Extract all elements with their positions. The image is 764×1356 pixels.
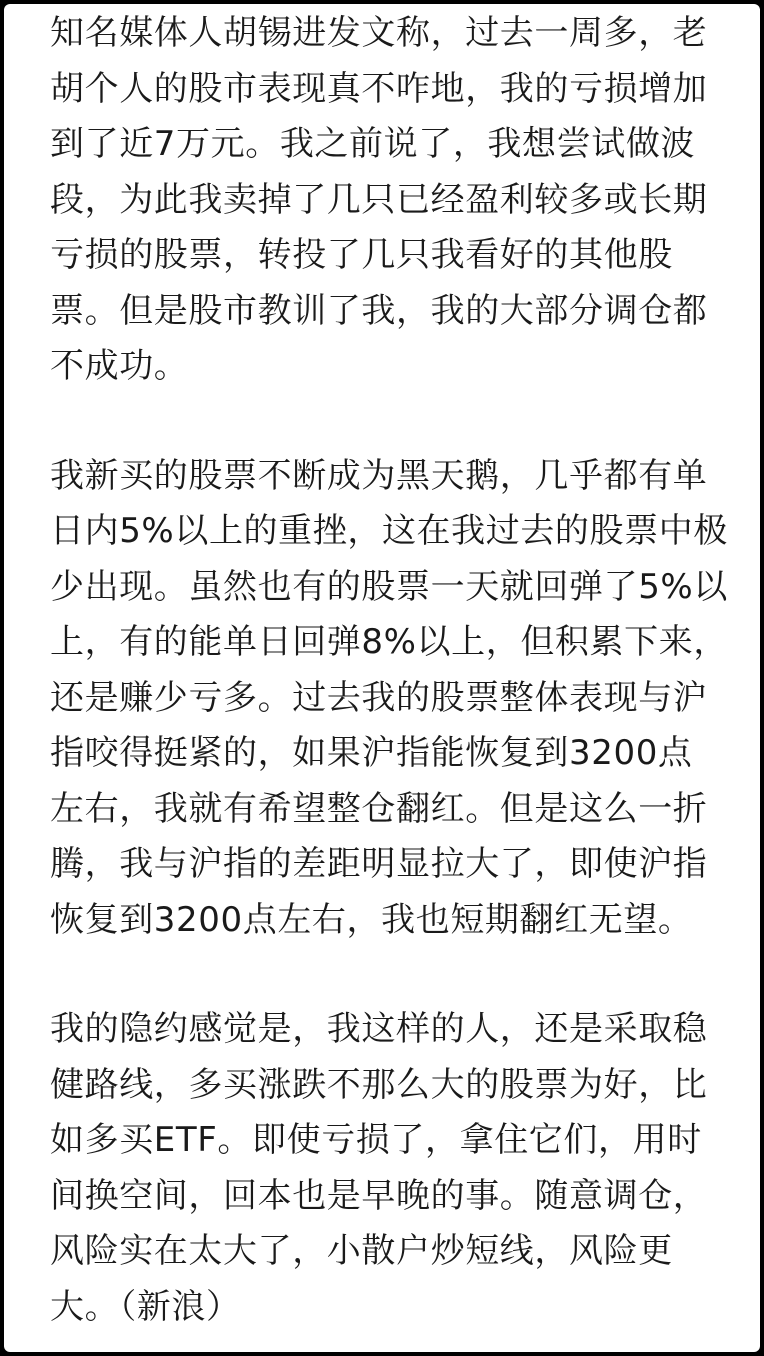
- text-line: 票。但是股市教训了我，我的大部分调仓都: [50, 290, 708, 331]
- paragraph-spacer: [50, 395, 722, 449]
- text-line: 健路线，多买涨跌不那么大的股票为好，比: [50, 1064, 708, 1105]
- text-line: 我的隐约感觉是，我这样的人，还是采取稳: [50, 1009, 708, 1049]
- text-line: 段，为此我卖掉了几只已经盈利较多或长期: [50, 179, 708, 220]
- text-line: 还是赚少亏多。过去我的股票整体表现与沪: [50, 677, 708, 718]
- text-line: 我新买的股票不断成为黑天鹅，几乎都有单: [50, 455, 708, 496]
- text-line: 知名媒体人胡锡进发文称，过去一周多，老: [50, 13, 708, 53]
- paragraph-1: [50, 6, 722, 395]
- text-line: 少出现。虽然也有的股票一天就回弹了5%以: [50, 566, 728, 607]
- text-line: 亏损的股票，转投了几只我看好的其他股: [50, 235, 673, 275]
- article-body: [50, 6, 728, 1335]
- text-line: 胡个人的股市表现真不咋地，我的亏损增加: [50, 68, 708, 109]
- screenshot-frame: [4, 4, 760, 1352]
- text-line: 上，有的能单日回弹8%以上，但积累下来，: [50, 622, 728, 662]
- text-line: 如多买ETF。即使亏损了，拿住它们，用时: [50, 1120, 702, 1160]
- paragraph-2: [50, 449, 728, 949]
- text-line: 风险实在太大了，小散户炒短线，风险更: [50, 1231, 673, 1271]
- text-line: 日内5%以上的重挫，这在我过去的股票中极: [50, 511, 728, 551]
- text-line: 不成功。: [50, 346, 189, 386]
- text-line: 间换空间，回本也是早晚的事。随意调仓，: [50, 1175, 708, 1216]
- text-line: 腾，我与沪指的差距明显拉大了，即使沪指: [50, 844, 708, 884]
- paragraph-spacer: [50, 948, 722, 1002]
- text-line: 到了近7万元。我之前说了，我想尝试做波: [50, 124, 696, 164]
- text-line: 大。（新浪）: [50, 1286, 241, 1327]
- text-line: 指咬得挺紧的，如果沪指能恢复到3200点: [50, 733, 693, 773]
- text-line: 左右，我就有希望整仓翻红。但是这么一折: [50, 788, 708, 829]
- paragraph-3: [50, 1002, 722, 1335]
- text-line: 恢复到3200点左右，我也短期翻红无望。: [50, 899, 693, 940]
